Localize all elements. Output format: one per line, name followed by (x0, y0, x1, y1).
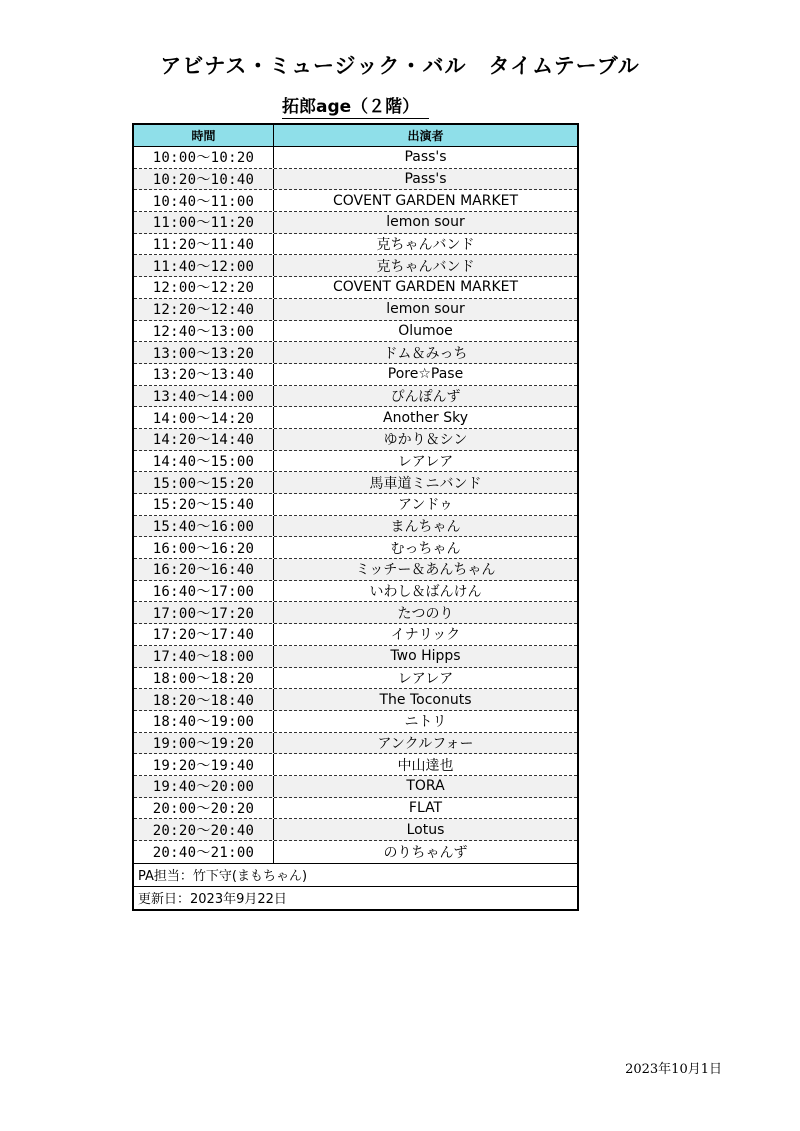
performer-name: COVENT GARDEN MARKET (332, 279, 519, 296)
performer-name: COVENT GARDEN MARKET (332, 192, 519, 209)
time-slot: 12:00～12:20 (134, 277, 274, 298)
time-slot: 17:20～17:40 (134, 624, 274, 645)
time-slot: 13:20～13:40 (134, 364, 274, 385)
performer-name: のりちゃんず (383, 844, 468, 861)
print-date: 2023年10月1日 (625, 1062, 722, 1077)
time-slot: 15:40～16:00 (134, 516, 274, 537)
performer-name: Pass's (404, 149, 447, 166)
performer-name: まんちゃん (390, 519, 461, 536)
table-row (134, 559, 577, 581)
time-slot: 19:20～19:40 (134, 754, 274, 775)
performer-name: Another Sky (383, 409, 468, 426)
time-slot: 16:40～17:00 (134, 581, 274, 602)
venue-title: 拓郎age（２階） (282, 96, 429, 119)
time-slot: 14:40～15:00 (134, 451, 274, 472)
time-slot: 10:40～11:00 (134, 190, 274, 211)
time-slot: 14:00～14:20 (134, 407, 274, 428)
table-row (134, 494, 577, 516)
performer-name: いわし＆ばんけん (369, 584, 482, 601)
table-row (134, 581, 577, 603)
time-slot: 11:00～11:20 (134, 212, 274, 233)
table-row (134, 776, 577, 798)
table-row (134, 733, 577, 755)
time-slot: 20:40～21:00 (134, 841, 274, 863)
header-time: 時間 (134, 125, 274, 146)
table-row (134, 624, 577, 646)
performer-name: イナリック (390, 627, 461, 644)
pa-note: PA担当：竹下守(まもちゃん) (134, 863, 577, 886)
table-row (134, 364, 577, 386)
performer-name: アンドゥ (397, 497, 454, 514)
table-row (134, 689, 577, 711)
table-row (134, 819, 577, 841)
table-row (134, 190, 577, 212)
time-slot: 18:40～19:00 (134, 711, 274, 732)
performer-name: レアレア (397, 453, 454, 470)
performer-name: lemon sour (386, 214, 465, 231)
time-slot: 15:20～15:40 (134, 494, 274, 515)
performer-name: Pore☆Pase (387, 366, 464, 383)
time-slot: 15:00～15:20 (134, 472, 274, 493)
time-slot: 16:00～16:20 (134, 537, 274, 558)
performer-name: ミッチー＆あんちゃん (355, 562, 496, 579)
table-row (134, 386, 577, 408)
time-slot: 20:00～20:20 (134, 798, 274, 819)
table-row (134, 255, 577, 277)
performer-name: ニトリ (404, 714, 447, 731)
performer-name: アンクルフォー (377, 735, 474, 752)
time-slot: 20:20～20:40 (134, 819, 274, 840)
performer-name: Lotus (406, 821, 445, 838)
performer-name: むっちゃん (390, 540, 461, 557)
performer-name: FLAT (408, 799, 443, 816)
performer-name: 中山達也 (397, 757, 454, 774)
performer-name: lemon sour (386, 301, 465, 318)
time-slot: 12:20～12:40 (134, 299, 274, 320)
time-slot: 12:40～13:00 (134, 321, 274, 342)
table-row (134, 342, 577, 364)
table-row (134, 472, 577, 494)
time-slot: 11:40～12:00 (134, 255, 274, 276)
performer-name: ぴんぽんず (390, 388, 461, 405)
time-slot: 19:40～20:00 (134, 776, 274, 797)
table-row (134, 169, 577, 191)
table-row (134, 299, 577, 321)
table-row (134, 451, 577, 473)
table-row (134, 212, 577, 234)
performer-name: レアレア (397, 670, 454, 687)
time-slot: 10:00～10:20 (134, 147, 274, 168)
table-row (134, 516, 577, 538)
table-row (134, 602, 577, 624)
performer-name: The Toconuts (379, 691, 472, 708)
performer-name: ゆかり＆シン (383, 432, 468, 449)
table-row (134, 668, 577, 690)
table-row (134, 429, 577, 451)
timetable (132, 123, 579, 911)
performer-name: 克ちゃんバンド (376, 258, 475, 275)
time-slot: 18:20～18:40 (134, 689, 274, 710)
performer-name: TORA (406, 778, 445, 795)
performer-name: 克ちゃんバンド (376, 237, 475, 254)
updated-note: 更新日：2023年9月22日 (134, 886, 577, 909)
table-row (134, 646, 577, 668)
table-row (134, 147, 577, 169)
time-slot: 13:40～14:00 (134, 386, 274, 407)
time-slot: 17:00～17:20 (134, 602, 274, 623)
time-slot: 18:00～18:20 (134, 668, 274, 689)
table-body (134, 147, 577, 863)
time-slot: 17:40～18:00 (134, 646, 274, 667)
performer-name: Two Hipps (390, 648, 461, 665)
time-slot: 11:20～11:40 (134, 234, 274, 255)
time-slot: 16:20～16:40 (134, 559, 274, 580)
time-slot: 10:20～10:40 (134, 169, 274, 190)
table-row (134, 407, 577, 429)
performer-name: 馬車道ミニバンド (369, 475, 482, 492)
table-row (134, 841, 577, 863)
table-row (134, 798, 577, 820)
time-slot: 14:20～14:40 (134, 429, 274, 450)
performer-name: Pass's (404, 171, 447, 188)
header-performer: 出演者 (407, 129, 444, 143)
table-header (134, 125, 577, 147)
table-row (134, 754, 577, 776)
table-row (134, 537, 577, 559)
performer-name: たつのり (397, 605, 454, 622)
table-row (134, 321, 577, 343)
document-title: アビナス・ミュージック・バル タイムテーブル (160, 54, 640, 78)
table-row (134, 234, 577, 256)
table-row (134, 277, 577, 299)
time-slot: 19:00～19:20 (134, 733, 274, 754)
performer-name: Olumoe (398, 322, 453, 339)
performer-name: ドム＆みっち (383, 345, 468, 362)
table-row (134, 711, 577, 733)
time-slot: 13:00～13:20 (134, 342, 274, 363)
